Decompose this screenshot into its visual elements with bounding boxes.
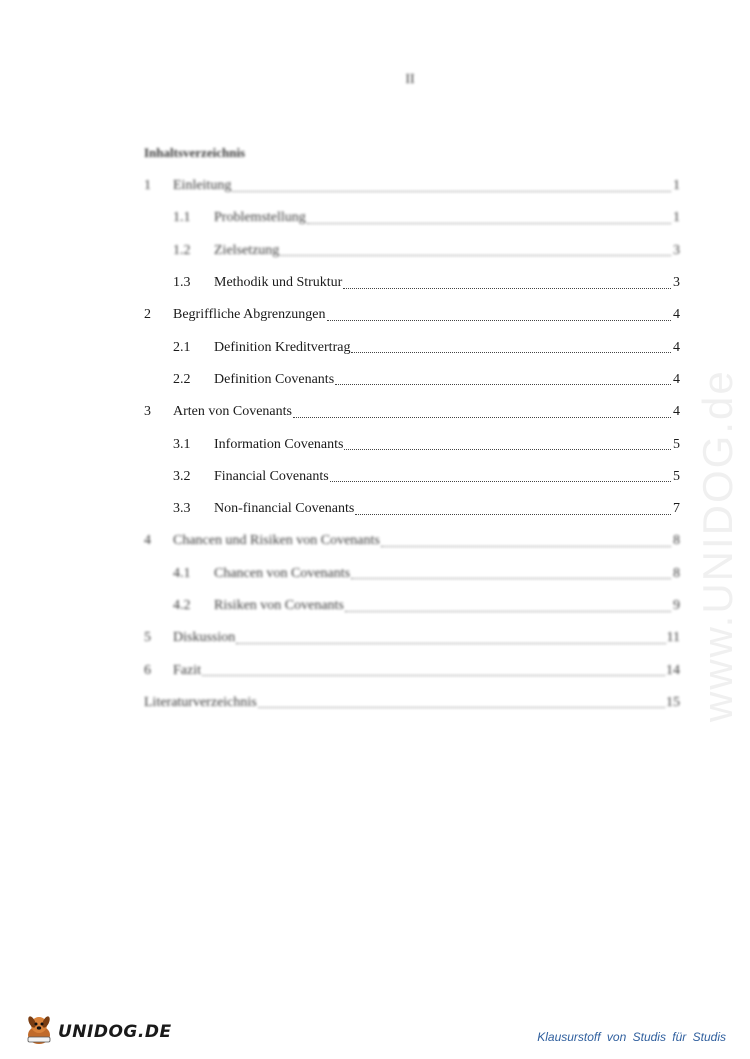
toc-entry-number: 1 xyxy=(144,178,151,194)
toc-entry-page: 3 xyxy=(673,275,680,291)
toc-entry[interactable] xyxy=(144,235,680,267)
toc-entry[interactable] xyxy=(144,558,680,590)
toc-entry[interactable] xyxy=(144,461,680,493)
toc-entry-number: 5 xyxy=(144,630,151,646)
toc-entry-page: 4 xyxy=(673,371,680,387)
table-of-contents xyxy=(144,170,680,719)
toc-entry-label: Chancen von Covenants xyxy=(214,565,351,581)
dot-leader xyxy=(355,514,671,515)
toc-entry[interactable] xyxy=(144,590,680,622)
dot-leader xyxy=(280,255,671,256)
dot-leader xyxy=(327,320,671,321)
toc-entry-page: 8 xyxy=(673,565,680,581)
toc-entry-label: Begriffliche Abgrenzungen xyxy=(173,307,326,323)
toc-entry-page: 5 xyxy=(673,436,680,452)
dot-leader xyxy=(330,481,671,482)
toc-entry[interactable] xyxy=(144,267,680,299)
toc-entry-page: 11 xyxy=(666,630,680,646)
toc-entry-page: 9 xyxy=(673,598,680,613)
toc-entry-label: Einleitung xyxy=(173,178,232,194)
toc-title: Inhaltsverzeichnis xyxy=(144,145,246,160)
toc-entry-page: 15 xyxy=(666,694,680,710)
dot-leader xyxy=(381,546,671,547)
toc-entry-number: 1.1 xyxy=(173,210,191,226)
dot-leader xyxy=(343,288,671,289)
toc-entry[interactable] xyxy=(144,299,680,331)
logo-text: UNIDOG.DE xyxy=(58,1022,172,1042)
toc-entry-number: 6 xyxy=(144,662,151,678)
toc-entry-number: 2.2 xyxy=(173,371,191,387)
dot-leader xyxy=(344,449,671,450)
dog-mascot-icon xyxy=(22,1013,56,1052)
toc-entry-number: 3.1 xyxy=(173,436,191,452)
toc-entry-label: Definition Covenants xyxy=(214,371,335,387)
toc-entry-page: 4 xyxy=(673,404,680,420)
dot-leader xyxy=(236,643,665,644)
toc-entry-label: Methodik und Struktur xyxy=(214,275,343,291)
toc-entry-number: 4.1 xyxy=(173,565,191,581)
toc-entry-page: 14 xyxy=(666,662,680,678)
toc-entry-label: Problemstellung xyxy=(214,210,306,226)
toc-entry-label: Non-financial Covenants xyxy=(214,501,355,517)
toc-entry-number: 4.2 xyxy=(173,598,191,613)
dot-leader xyxy=(258,707,665,708)
toc-entry[interactable] xyxy=(144,622,680,654)
toc-entry-number: 3.2 xyxy=(173,468,191,484)
footer-claim: Klausurstoff von Studis für Studis xyxy=(537,1030,726,1044)
toc-entry-page: 7 xyxy=(673,501,680,517)
toc-entry-number: 1.2 xyxy=(173,242,191,258)
dot-leader xyxy=(351,352,671,353)
toc-entry[interactable] xyxy=(144,170,680,202)
dot-leader xyxy=(335,384,671,385)
toc-entry[interactable] xyxy=(144,654,680,686)
toc-entry-label: Financial Covenants xyxy=(214,468,329,484)
toc-entry[interactable] xyxy=(144,525,680,557)
toc-entry[interactable] xyxy=(144,396,680,428)
toc-entry[interactable] xyxy=(144,202,680,234)
toc-entry-page: 8 xyxy=(673,533,680,549)
watermark: www.UNIDOG.de xyxy=(694,369,741,722)
toc-entry-label: Risiken von Covenants xyxy=(214,598,344,613)
toc-entry-page: 4 xyxy=(673,307,680,323)
toc-entry-label: Chancen und Risiken von Covenants xyxy=(173,533,380,549)
toc-entry-label: Definition Kreditvertrag xyxy=(214,339,351,355)
dot-leader xyxy=(202,675,665,676)
dot-leader xyxy=(232,191,671,192)
dot-leader xyxy=(307,223,671,224)
toc-entry-page: 1 xyxy=(673,210,680,226)
toc-entry-number: 2.1 xyxy=(173,339,191,355)
toc-entry[interactable] xyxy=(144,331,680,363)
toc-entry[interactable] xyxy=(144,687,680,719)
toc-entry-label: Diskussion xyxy=(173,630,236,646)
unidog-logo[interactable] xyxy=(22,1014,172,1050)
toc-entry[interactable] xyxy=(144,428,680,460)
toc-entry-page: 4 xyxy=(673,339,680,355)
toc-entry-number: 1.3 xyxy=(173,275,191,291)
dot-leader xyxy=(351,578,671,579)
dot-leader xyxy=(345,611,671,612)
toc-entry-label: Information Covenants xyxy=(214,436,344,452)
toc-entry-page: 3 xyxy=(673,242,680,258)
toc-entry-number: 3 xyxy=(144,404,151,420)
toc-entry-label: Fazit xyxy=(173,662,201,678)
toc-entry-label: Literaturverzeichnis xyxy=(144,694,257,710)
toc-entry[interactable] xyxy=(144,493,680,525)
toc-entry-page: 1 xyxy=(673,178,680,194)
toc-entry-number: 2 xyxy=(144,307,151,323)
toc-entry-label: Arten von Covenants xyxy=(173,404,292,420)
toc-entry-label: Zielsetzung xyxy=(214,242,280,258)
toc-entry-page: 5 xyxy=(673,468,680,484)
toc-entry-number: 4 xyxy=(144,533,151,549)
dot-leader xyxy=(293,417,671,418)
toc-entry[interactable] xyxy=(144,364,680,396)
page-number: II xyxy=(405,72,415,87)
toc-entry-number: 3.3 xyxy=(173,501,191,517)
